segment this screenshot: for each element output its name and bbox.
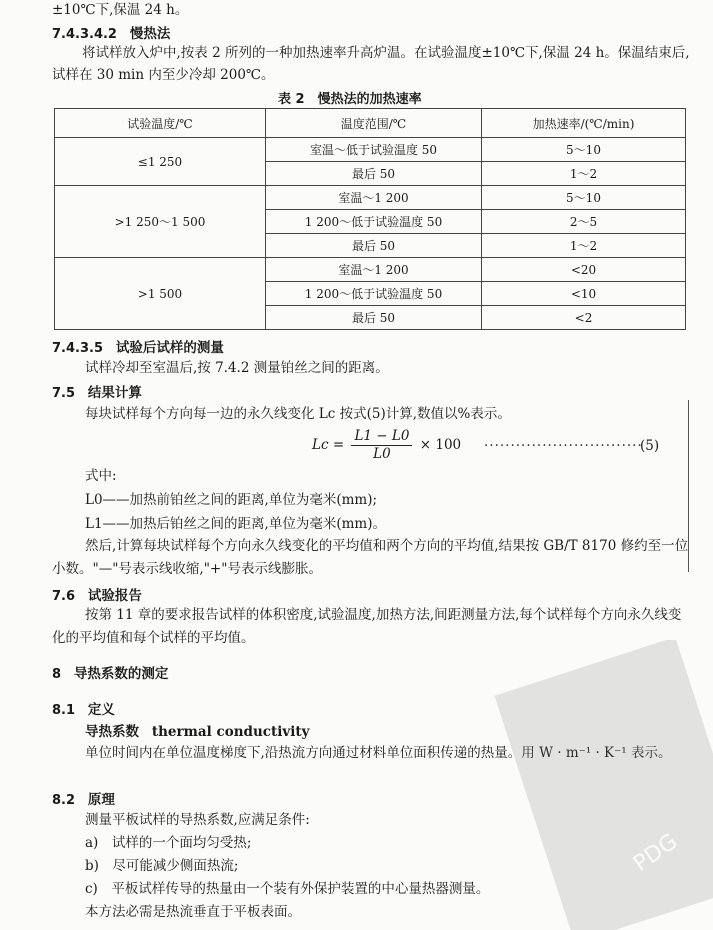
- formula-denominator: L0: [373, 446, 391, 462]
- table-cell: 5～10: [482, 186, 686, 210]
- table-cell-temp: ≤1 250: [55, 138, 266, 186]
- formula-5: [312, 428, 461, 463]
- paragraph-report: 按第 11 章的要求报告试样的体积密度,试验温度,加热方法,间距测量方法,每个试样每个方向永久线变化的平均值和每个试样的平均值。: [52, 607, 682, 646]
- table-cell: 1 200～低于试验温度 50: [266, 210, 482, 234]
- heating-rate-table: [54, 108, 686, 330]
- list-item-b: b) 尽可能减少侧面热流;: [85, 858, 239, 874]
- heading-8-2: 8.2 原理: [52, 792, 115, 808]
- definition-l1: L1——加热后铂丝之间的距离,单位为毫米(mm)。: [85, 516, 386, 532]
- table-cell-temp: >1 250～1 500: [55, 186, 266, 258]
- continued-text: ±10℃下,保温 24 h。: [52, 2, 189, 18]
- table-row: [55, 186, 686, 210]
- heading-8-1: 8.1 定义: [52, 702, 115, 718]
- paragraph-principle: 测量平板试样的导热系数,应满足条件:: [85, 812, 310, 828]
- table-cell: 最后 50: [266, 162, 482, 186]
- paragraph-calculation: 每块试样每个方向每一边的永久线变化 Lc 按式(5)计算,数值以%表示。: [85, 406, 511, 422]
- term-chinese: 导热系数: [85, 724, 139, 740]
- table-cell: 2～5: [482, 210, 686, 234]
- formula-lhs: Lc: [312, 437, 329, 453]
- formula-times: × 100: [419, 437, 462, 453]
- definition-l0: L0——加热前铂丝之间的距离,单位为毫米(mm);: [85, 492, 378, 508]
- table-cell: 最后 50: [266, 306, 482, 330]
- table-header: 加热速率/(℃/min): [482, 109, 686, 138]
- table-header-row: [55, 109, 686, 138]
- watermark-seal: [490, 640, 713, 930]
- paragraph-after-test: 试样冷却至室温后,按 7.4.2 测量铂丝之间的距离。: [85, 360, 389, 376]
- heading-7-4-3-4-2: 7.4.3.4.2 慢热法: [52, 26, 171, 42]
- table-cell: <2: [482, 306, 686, 330]
- table-cell: <10: [482, 282, 686, 306]
- table-cell: 室温～低于试验温度 50: [266, 138, 482, 162]
- margin-rule: [688, 400, 689, 572]
- formula-numerator: L1 − L0: [351, 428, 412, 446]
- heading-7-5: 7.5 结果计算: [52, 385, 142, 401]
- list-item-a: a) 试样的一个面均匀受热;: [85, 835, 252, 851]
- formula-fraction: [351, 428, 412, 463]
- table-row: [55, 258, 686, 282]
- heading-7-6: 7.6 试验报告: [52, 588, 142, 604]
- list-item-c: c) 平板试样传导的热量由一个装有外保护装置的中心量热器测量。: [85, 881, 490, 897]
- table-cell: <20: [482, 258, 686, 282]
- table-cell: 1～2: [482, 234, 686, 258]
- paragraph-slow-heating: 将试样放入炉中,按表 2 所列的一种加热速率升高炉温。在试验温度±10℃下,保温 24 h。保温结束后,试样在 30 min 内至少冷却 200℃。: [52, 45, 690, 83]
- table-cell: 1 200～低于试验温度 50: [266, 282, 482, 306]
- paragraph-definition: 单位时间内在单位温度梯度下,沿热流方向通过材料单位面积传递的热量。用 W · m⁻¹ · K⁻¹ 表示。: [85, 745, 672, 761]
- formula-leader: ······························: [484, 438, 643, 454]
- table-header: 试验温度/℃: [55, 109, 266, 138]
- heading-8: 8 导热系数的测定: [52, 666, 169, 682]
- table-cell: 5～10: [482, 138, 686, 162]
- where-label: 式中:: [85, 468, 117, 484]
- term-english: thermal conductivity: [151, 724, 310, 740]
- paragraph-note: 本方法必需是热流垂直于平板表面。: [85, 904, 301, 920]
- formula-number: (5): [640, 438, 660, 454]
- table-header: 温度范围/℃: [266, 109, 482, 138]
- table-cell: 最后 50: [266, 234, 482, 258]
- formula-equals: =: [332, 437, 345, 453]
- term-line: [85, 720, 309, 740]
- table-cell: 1～2: [482, 162, 686, 186]
- paragraph-average: 然后,计算每块试样每个方向永久线变化的平均值和两个方向的平均值,结果按 GB/T 8170 修约至一位小数。"—"号表示线收缩,"+"号表示线膨胀。: [52, 538, 689, 577]
- watermark-text: PDG: [629, 829, 683, 877]
- table-caption: 表 2 慢热法的加热速率: [278, 92, 422, 107]
- heading-7-4-3-5: 7.4.3.5 试验后试样的测量: [52, 340, 224, 356]
- table-cell-temp: >1 500: [55, 258, 266, 330]
- table-cell: 室温～1 200: [266, 186, 482, 210]
- table-cell: 室温～1 200: [266, 258, 482, 282]
- table-row: [55, 138, 686, 162]
